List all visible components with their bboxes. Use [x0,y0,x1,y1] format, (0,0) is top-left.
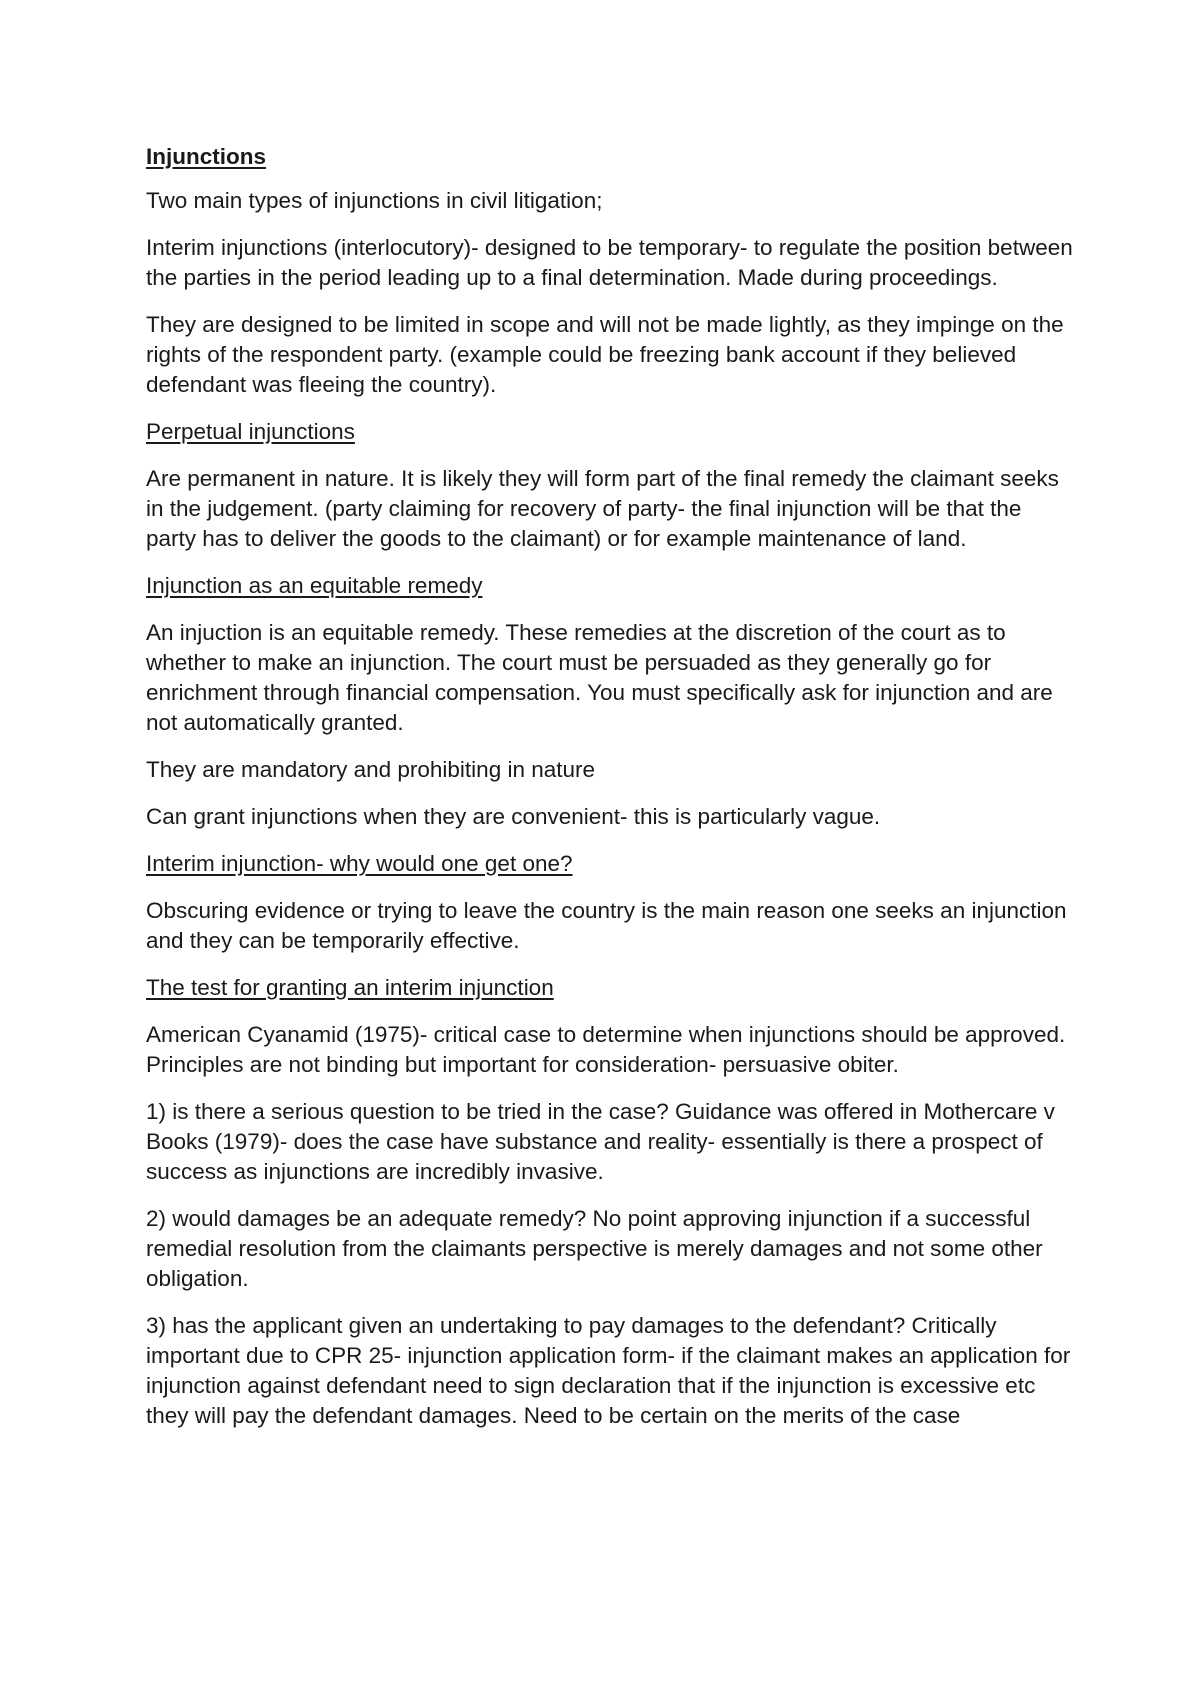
interim-paragraph-1: Interim injunctions (interlocutory)- designed to be temporary- to regulate the position between the parties in the period leading up to a final determination. Made during proceedings. [146,235,1073,290]
equitable-paragraph-1: An injuction is an equitable remedy. These remedies at the discretion of the court as to whether to make an injunction. The court must be persuaded as they generally go for enrichment through financial compensation. You must specifically ask for injunction and are not automatically granted. [146,620,1053,735]
test-question-2: 2) would damages be an adequate remedy? No point approving injunction if a successful remedial resolution from the claimants perspective is merely damages and not some other obligation. [146,1206,1043,1291]
test-question-1: 1) is there a serious question to be tried in the case? Guidance was offered in Mothercare v Books (1979)- does the case have substance and reality- essentially is there a prospect of success as injunctions are incredibly invasive. [146,1099,1055,1184]
test-question-3: 3) has the applicant given an undertaking to pay damages to the defendant? Critically important due to CPR 25- injunction application form- if the claimant makes an application for injunction against defendant need to sign declaration that if the injunction is excessive etc they will pay the defendant damages. Need to be certain on the merits of the case [146,1313,1071,1428]
equitable-paragraph-3: Can grant injunctions when they are convenient- this is particularly vague. [146,804,881,829]
intro-paragraph: Two main types of injunctions in civil litigation; [146,188,603,213]
perpetual-heading: Perpetual injunctions [146,419,355,444]
perpetual-paragraph: Are permanent in nature. It is likely they will form part of the final remedy the claimant seeks in the judgement. (party claiming for recovery of party- the final injunction will be that the party has to deliver the goods to the claimant) or for example maintenance of land. [146,466,1059,551]
interim-paragraph-2: They are designed to be limited in scope and will not be made lightly, as they impinge on the rights of the respondent party. (example could be freezing bank account if they believed defendant was fleeing the country). [146,312,1064,397]
why-paragraph: Obscuring evidence or trying to leave the country is the main reason one seeks an injunction and they can be temporarily effective. [146,898,1067,953]
equitable-paragraph-2: They are mandatory and prohibiting in nature [146,757,596,782]
why-heading: Interim injunction- why would one get one? [146,851,573,876]
equitable-heading: Injunction as an equitable remedy [146,573,483,598]
test-heading: The test for granting an interim injunction [146,975,554,1000]
test-paragraph: American Cyanamid (1975)- critical case to determine when injunctions should be approved. Principles are not binding but important for consideration- persuasive obiter. [146,1022,1066,1077]
document-body [146,142,1076,1448]
document-title: Injunctions [146,144,266,169]
